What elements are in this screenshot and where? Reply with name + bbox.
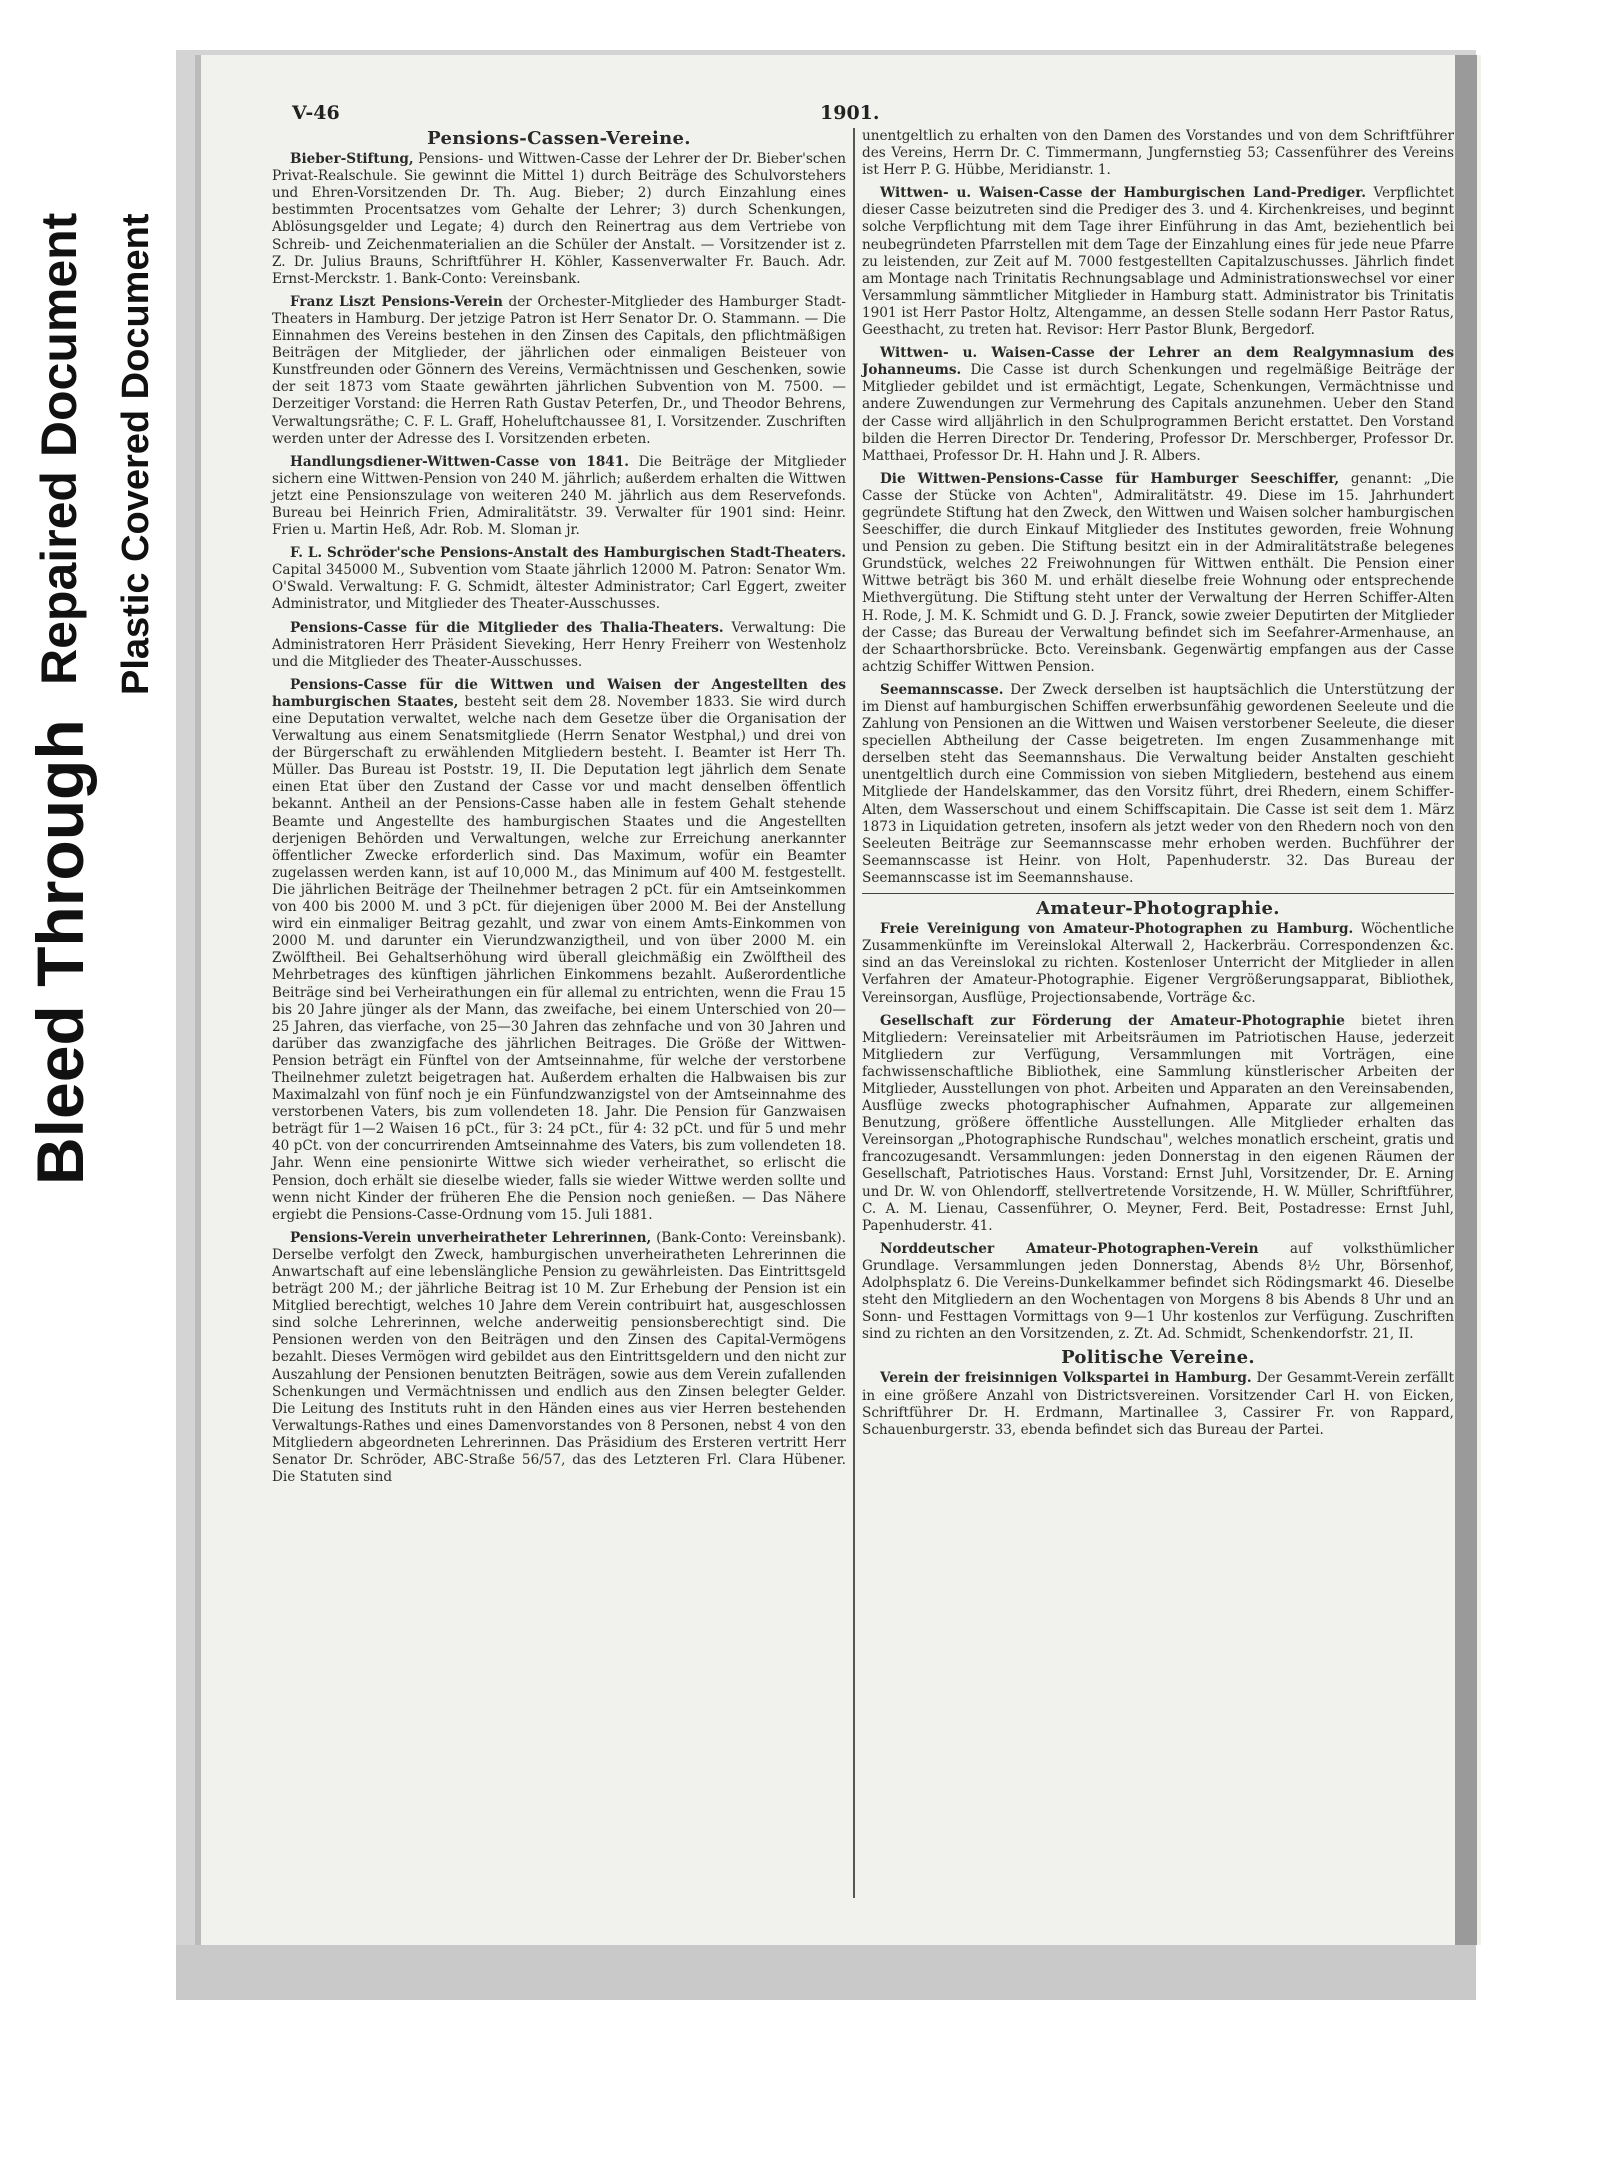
entry-heading: F. L. Schröder'sche Pensions-Anstalt des Hamburgischen Stadt-Theaters. (290, 545, 846, 562)
entry-paragraph (862, 185, 1454, 339)
entry-paragraph (862, 682, 1454, 887)
entry-paragraph (272, 151, 846, 288)
entry-text: Verwaltung: Die Administratoren Herr Präsident Sieveking, Herr Henry Freiherr von Westenholz und die Mitglieder des Theater-Ausschusses. (272, 619, 846, 670)
page-edge-shadow (1455, 55, 1477, 1945)
entry-paragraph (272, 454, 846, 539)
page-number: V-46 (292, 102, 340, 124)
entry-text: Pensions- und Wittwen-Casse der Lehrer der Dr. Bieber'schen Privat-Realschule. Sie gewinnt die Mittel 1) durch Beiträge des Schulvorstehers und Ehren-Vorsitzenden Dr. Th. Aug. Bieber; 2) durch Einzahlung eines bestimmten Procentsatzes vom Gehalte der Lehrer; 3) durch Schenkungen, Ablösungsgelder und Legate; 4) durch den Reinertrag aus dem Vertriebe von Schreib- und Zeichenmaterialien an die Schüler der Anstalt. — Vorsitzender ist z. Z. Dr. Julius Brauns, Schriftführer H. Köhler, Kassenverwalter Fr. Bauch. Adr. Ernst-Merckstr. 1. Bank-Conto: Vereinsbank. (272, 151, 846, 287)
entry-text: genannt: „Die Casse der Stücke von Achten", Admiralitätstr. 49. Diese im 15. Jahrhundert gegründete Stiftung hat den Zweck, den Wittwen und Waisen solcher hamburgischen Seeschiffer, die durch Einkauf Mitglieder des Institutes geworden, freie Wohnung und Pension zu geben. Die Stiftung besitzt ein in der Admiralitätstraße belegenes Grundstück, welches 22 Freiwohnungen für Wittwen enthält. Die Pension einer Wittwe beträgt bis 360 M. und erhält dieselbe freie Wohnung oder entsprechende Miethvergütung. Die Stiftung steht unter der Verwaltung der Herren Schiffer-Alten H. Rode, J. M. K. Schmidt und G. D. J. Franck, sowie zweier Deputirten der Mitglieder der Casse; das Bureau der Verwaltung befindet sich im Seefahrer-Armenhause, an der Schaarthorsbrücke. Bcto. Vereinsbank. Gegenwärtig empfangen aus der Casse achtzig Schiffer Wittwen Pension. (862, 470, 1454, 675)
section-title-amateur-photographie: Amateur-Photographie. (1036, 898, 1280, 920)
entry-heading: Verein der freisinnigen Volkspartei in Hamburg. (880, 1370, 1252, 1387)
entry-heading: Handlungsdiener-Wittwen-Casse von 1841. (290, 453, 629, 470)
entry-heading: Wittwen- u. Waisen-Casse der Lehrer an dem Realgymnasium des Johanneums. (862, 345, 1454, 379)
right-entries-photo (862, 921, 1454, 1343)
entry-heading: Die Wittwen-Pensions-Casse für Hamburger Seeschiffer, (880, 470, 1340, 487)
entry-text: Die Casse ist durch Schenkungen und regelmäßige Beiträge der Mitglieder gebildet und ist ermächtigt, Legate, Schenkungen, Vermächtnisse und andere Zuwendungen zur Vermehrung des Capitals anzunehmen. Ueber den Stand der Casse wird alljährlich in den Schulprogrammen Bericht erstattet. Den Vorstand bilden die Herren Director Dr. Tendering, Professor Dr. Merschberger, Professor Dr. Matthaei, Professor Dr. H. Hahn und J. R. Albers. (862, 362, 1454, 464)
section-title-politische-vereine: Politische Vereine. (1061, 1347, 1255, 1369)
entry-text: Verpflichtet dieser Casse beizutreten sind die Prediger des 3. und 4. Kirchenkreises, und beginnt solche Verpflichtung mit dem Tage ihrer Einführung in das Amt, beziehentlich bei neubegründeten Pfarrstellen mit dem Tage der Einzahlung eines für jede neue Pfarre zu leistenden, zur Zeit auf M. 7000 festgestellten Capitalzuschusses. Jährlich findet am Montage nach Trinitatis Rechnungsablage und Administrationswechsel vor einer Versammlung sämmtlicher Mitglieder in Hamburg statt. Administrator bis Trinitatis 1901 ist Herr Pastor Holtz, Altengamme, an dessen Stelle sodann Herr Pastor Ratus, Geesthacht, zu treten hat. Revisor: Herr Pastor Blunk, Bergedorf. (862, 185, 1455, 339)
repaired-document-label: Repaired Document (31, 212, 87, 685)
entry-heading: Seemannscasse. (880, 681, 1004, 698)
entry-text: Der Gesammt-Verein zerfällt in eine größere Anzahl von Districtsvereinen. Vorsitzender Carl H. von Eicken, Schriftführer Dr. H. Erdmann, Martinallee 3, Cassirer Fr. von Rappard, Schauenburgerstr. 33, ebenda befindet sich das Bureau der Partei. (862, 1370, 1454, 1438)
entry-paragraph (862, 921, 1454, 1006)
entry-paragraph (862, 345, 1454, 465)
column-divider (853, 128, 855, 1898)
entry-text: besteht seit dem 28. November 1833. Sie wird durch eine Deputation verwaltet, welche nach dem Gesetze über die Organisation der Verwaltung aus einem Senatsmitgliede (Herrn Senator Westphal,) und drei von der Bürgerschaft zu erwählenden Mitgliedern besteht. I. Beamter ist Herr Th. Müller. Das Bureau ist Poststr. 19, II. Die Deputation legt jährlich dem Senate einen Etat über den Zustand der Casse vor und macht denselben öffentlich bekannt. Antheil an der Pensions-Casse haben alle in festem Gehalt stehende Beamte und Angestellte des hamburgischen Staates und die Angestellten derjenigen Behörden und Verwaltungen, welche zur Erreichung anerkannter öffentlicher Zwecke erforderlich sind. Das Maximum, wofür ein Beamter zugelassen werden kann, ist auf 10,000 M., das Minimum auf 400 M. festgestellt. Die jährlichen Beiträge der Theilnehmer betragen 2 pCt. für ein Amtseinkommen von 400 bis 2000 M. und 3 pCt. für diejenigen über 2000 M. Bei der Anstellung wird ein einmaliger Beitrag gezahlt, und zwar von einem Amts-Einkommen von 2000 M. und darunter ein Vierundzwanzigtheil, und von über 2000 M. ein Zwölftheil. Bei Gehaltserhöhung wird überall gleichmäßig ein Zwölftheil des Mehrbetrages des künftigen jährlichen Einkommens bezahlt. Außerordentliche Beiträge sind bei Verheirathungen ein für allemal zu entrichten, wenn die Frau 15 bis 20 Jahre jünger als der Mann, das zweifache, bei einem Unterschied von 20—25 Jahren, das vierfache, von 25—30 Jahren das zehnfache und von 30 Jahren und darüber das zwanzigfache des jährlichen Beitrages. Die Größe der Wittwen-Pension beträgt ein Fünftel von der Amtseinnahme, für welche der verstorbene Theilnehmer zuletzt beigetragen hat. Außerdem erhalten die Halbwaisen bis zur Maximalzahl von fünf noch je ein Fünfundzwanzigstel von der Amtseinnahme des verstorbenen Vaters, bis zum vollendeten 18. Jahr. Die Pension für Ganzwaisen beträgt für 1—2 Waisen 16 pCt., für 3: 24 pCt., für 4: 32 pCt. und für 5 und mehr 40 pCt. von der concurrirenden Amtseinnahme des Vaters, bis zum vollendeten 18. Jahr. Wenn eine pensionirte Wittwe sich wieder verheirathet, so erlischt die Pension, doch erhält sie dieselbe wieder, falls sie wieder Wittwe werden sollte und wenn nicht Kinder der früheren Ehe die Pension noch genießen. — Das Nähere ergiebt die Pensions-Casse-Ordnung vom 15. Juli 1881. (272, 693, 847, 1223)
entry-paragraph (272, 1230, 846, 1486)
entry-heading: Bieber-Stiftung, (290, 151, 414, 168)
right-intro-text: unentgeltlich zu erhalten von den Damen des Vorstandes und von dem Schriftführer des Vereins, Herrn Dr. C. Timmermann, Jungfernstieg 53; Cassenführer des Vereins ist Herr P. G. Hübbe, Meridianstr. 1. (862, 128, 1454, 179)
entry-paragraph (272, 545, 846, 613)
page-bottom-edge (176, 1945, 1476, 2000)
entry-heading: Wittwen- u. Waisen-Casse der Hamburgischen Land-Prediger. (880, 185, 1366, 202)
entry-heading: Freie Vereinigung von Amateur-Photographen zu Hamburg. (880, 921, 1354, 938)
section-title-pensions: Pensions-Cassen-Vereine. (427, 128, 691, 149)
entry-paragraph (862, 471, 1454, 676)
right-entries-politics (862, 1370, 1454, 1438)
right-column (862, 128, 1454, 1445)
entry-paragraph (272, 620, 846, 671)
entry-heading: Norddeutscher Amateur-Photographen-Verein (880, 1240, 1259, 1257)
entry-text: auf volksthümlicher Grundlage. Versammlungen jeden Donnerstag, Abends 8½ Uhr, Börsenhof, Adolphsplatz 6. Die Vereins-Dunkelkammer befindet sich Rödingsmarkt 46. Dieselbe steht den Mitgliedern an den Wochentagen von Morgens 8 bis Abends 8 Uhr und an Sonn- und Festtagen Vormittags von 9—1 Uhr kostenlos zur Verfügung. Zuschriften sind zu richten an den Vorsitzenden, z. Zt. Ad. Schmidt, Schenkendorfstr. 21, II. (862, 1240, 1454, 1343)
entry-heading: Pensions-Verein unverheiratheter Lehrerinnen, (290, 1229, 652, 1246)
entry-paragraph (862, 1241, 1454, 1344)
entry-heading: Pensions-Casse für die Mitglieder des Thalia-Theaters. (290, 619, 724, 636)
left-column (272, 128, 846, 1492)
entry-text: bietet ihren Mitgliedern: Vereinsatelier mit Arbeitsräumen im Patriotischen Hause, jederzeit Mitgliedern zur Verfügung, Versammlungen mit Vorträgen, eine fachwissenschaftliche Bibliothek, eine Sammlung künstlerischer Arbeiten der Mitglieder, Ausstellungen von phot. Arbeiten und Apparaten an den Vereinsabenden, Ausflüge zwecks photographischer Aufnahmen, Apparate zur allgemeinen Benutzung, größere öffentliche Ausstellungen. Alle Mitglieder erhalten das Vereinsorgan „Photographische Rundschau", welches monatlich erscheint, gratis und francozugesandt. Versammlungen: jeden Donnerstag in den eigenen Räumen der Gesellschaft, Patriotisches Haus. Vorstand: Ernst Juhl, Vorsitzender, Dr. E. Arning und Dr. W. von Ohlendorff, stellvertretende Vorsitzende, H. W. Müller, Schriftführer, C. A. M. Lienau, Cassenführer, O. Meyner, Ferd. Beit, Postadresse: Ernst Juhl, Papenhuderstr. 41. (862, 1012, 1454, 1234)
entry-text: Die Beiträge der Mitglieder sichern eine Wittwen-Pension von 240 M. jährlich; außerdem erhalten die Wittwen jetzt eine Pensionszulage von weiteren 240 M. jährlich aus dem Reservefonds. Bureau bei Heinrich Frien, Admiralitätstr. 39. Verwalter für 1901 sind: Heinr. Frien u. Martin Heß, Adr. Rob. M. Sloman jr. (272, 453, 846, 539)
side-labels (0, 0, 175, 2177)
bleed-through-label: Bleed Through (23, 719, 97, 1185)
entry-paragraph (862, 1370, 1454, 1438)
right-entries (862, 185, 1454, 887)
left-entries (272, 151, 846, 1486)
entry-paragraph (272, 294, 846, 448)
entry-text: Der Zweck derselben ist hauptsächlich die Unterstützung der im Dienst auf hamburgischen Schiffen erwerbsunfähig gewordenen Seeleute und die Zahlung von Pensionen an die Wittwen und Waisen verstorbener Seeleute, die dieser speciellen Abtheilung der Casse beigetreten. Im engen Zusammenhange mit derselben steht das Seemannshaus. Die Verwaltung beider Anstalten geschieht unentgeltlich durch eine Commission von sieben Mitgliedern, bestehend aus einem Mitgliede der Handelskammer, das den Vorsitz führt, drei Rhedern, einem Schiffer-Alten, dem Wasserschout und einem Schiffscapitain. Die Casse ist seit dem 1. März 1873 in Liquidation getreten, insofern als jetzt weder von den Rhedern noch von den Seeleuten Beiträge zur Seemannscasse mehr erhoben werden. Buchführer der Seemannscasse ist Heinr. von Holt, Papenhuderstr. 32. Das Bureau der Seemannscasse ist im Seemannshause. (862, 681, 1454, 886)
entry-text: Wöchentliche Zusammenkünfte im Vereinslokal Alterwall 2, Hackerbräu. Correspondenzen &c. sind an das Vereinslokal zu richten. Kostenloser Unterricht der Mitglieder in allen Verfahren der Amateur-Photographie. Eigener Vergrößerungsapparat, Bibliothek, Vereinsorgan, Ausflüge, Projectionsabende, Vorträge &c. (862, 921, 1454, 1006)
entry-heading: Pensions-Casse für die Wittwen und Waisen der Angestellten des hamburgischen Staates, (272, 676, 846, 710)
entry-text: der Orchester-Mitglieder des Hamburger Stadt-Theaters in Hamburg. Der jetzige Patron ist Herr Senator Dr. O. Stammann. — Die Einnahmen des Vereins bestehen in den Zinsen des Capitals, den pflichtmäßigen Beiträgen der Mitglieder, der jährlichen oder einmaligen Beisteuer von Kunstfreunden oder Gönnern des Vereins, Vermächtnissen und Geschenken, sowie der seit 1873 vom Staate gewährten jährlichen Subvention von M. 7500. — Derzeitiger Vorstand: die Herren Rath Gustav Peterfen, Dr., und Theodor Behrens, Verwaltungsräthe; C. F. L. Graff, Hoheluftchaussee 81, I. Vorsitzender. Zuschriften werden unter der Adresse des I. Vorsitzenden erbeten. (272, 293, 846, 447)
entry-heading: Franz Liszt Pensions-Verein (290, 293, 503, 310)
plastic-covered-label: Plastic Covered Document (115, 213, 157, 695)
entry-text: Capital 345000 M., Subvention vom Staate jährlich 12000 M. Patron: Senator Wm. O'Swald. Verwaltung: F. G. Schmidt, ältester Administrator; Carl Eggert, zweiter Administrator, und Mitglieder des Theater-Ausschusses. (272, 562, 846, 613)
entry-text: (Bank-Conto: Vereinsbank). Derselbe verfolgt den Zweck, hamburgischen unverheiratheten Lehrerinnen die Anwartschaft auf eine lebenslängliche Pension zu gewährleisten. Das Eintrittsgeld beträgt 200 M.; der jährliche Beitrag ist 10 M. Zur Erhebung der Pension ist ein Mitglied berechtigt, welches 10 Jahre dem Verein contribuirt hat, ausgeschlossen sind solche Lehrerinnen, welche anderweitig pensionsberechtigt sind. Die Pensionen werden von den Beiträgen und den Zinsen des Capital-Vermögens bezahlt. Dieses Vermögen wird gebildet aus den Eintrittsgeldern und den nicht zur Auszahlung der Pensionen benutzten Beiträgen, sowie aus dem Verein zufallenden Schenkungen und Vermächtnissen und endlich aus den Zinsen belegter Gelder. Die Leitung des Instituts ruht in den Händen eines aus vier Herren bestehenden Verwaltungs-Rathes und eines Damenvorstandes von 8 Personen, nebst 4 von den Mitgliedern abgeordneten Lehrerinnen. Das Präsidium des Ersteren vertritt Herr Senator Dr. Schröder, ABC-Straße 56/57, das des Letzteren Frl. Clara Hübener. Die Statuten sind (272, 1229, 846, 1486)
entry-paragraph (272, 677, 846, 1224)
page-year: 1901. (820, 102, 880, 124)
entry-paragraph (862, 1013, 1454, 1235)
entry-heading: Gesellschaft zur Förderung der Amateur-Photographie (880, 1012, 1345, 1029)
section-rule (862, 893, 1454, 894)
